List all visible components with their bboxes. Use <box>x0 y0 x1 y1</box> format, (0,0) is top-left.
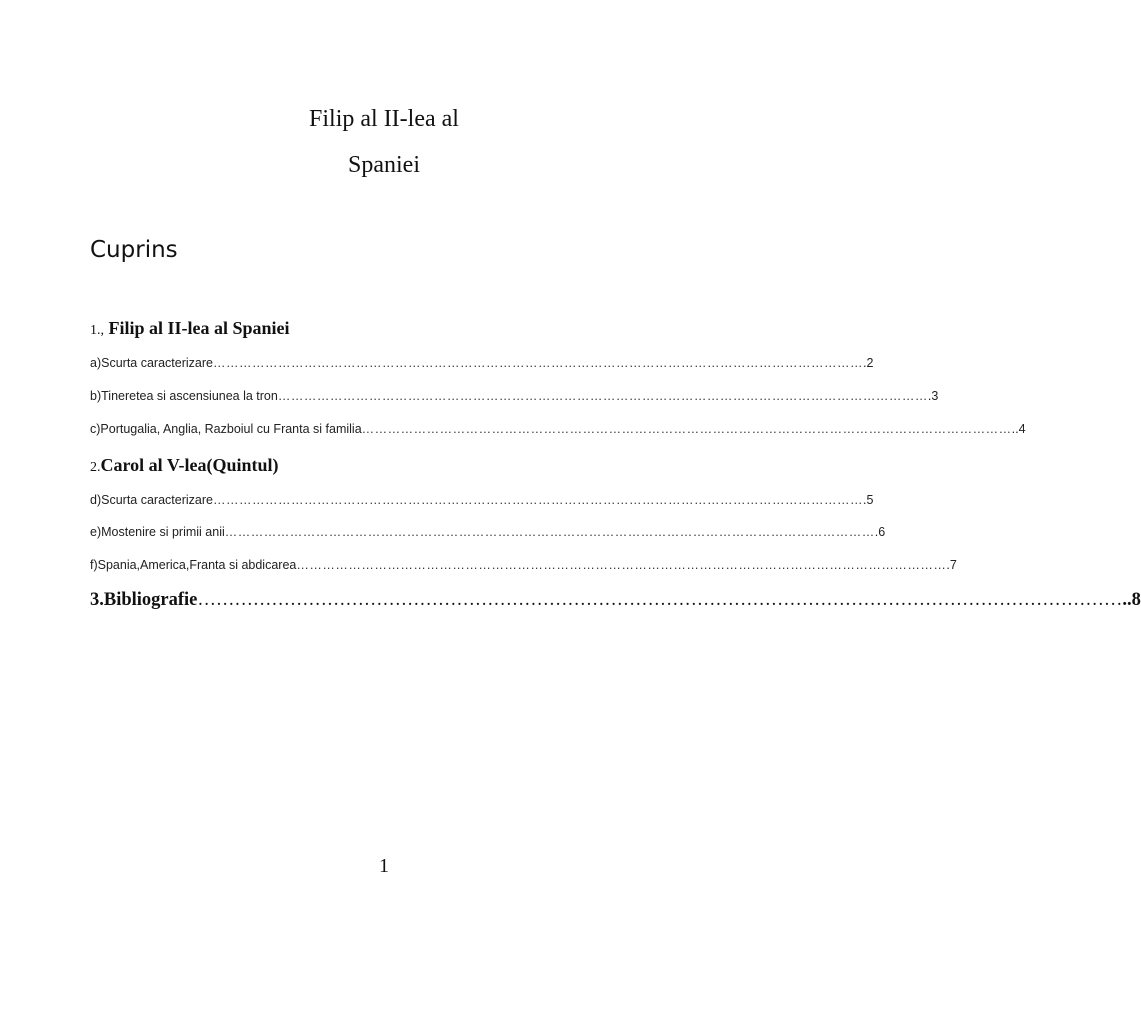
page-number: 1 <box>379 855 389 877</box>
toc-bibliography-label: 3.Bibliografie <box>90 590 198 610</box>
toc-bibliography-entry <box>90 590 1141 611</box>
toc-section-1-title: Filip al II-lea al Spaniei <box>108 318 290 338</box>
toc-entry-label: e)Mostenire si primii anii <box>90 525 225 539</box>
toc-entry-f <box>90 558 957 572</box>
toc-entry-page: .5 <box>862 493 874 507</box>
toc-entry-label: a)Scurta caracterizare <box>90 356 213 370</box>
toc-entry-page: .3 <box>927 389 939 403</box>
toc-section-2-heading <box>90 455 279 476</box>
toc-section-1-heading <box>90 318 290 339</box>
toc-entry-label: d)Scurta caracterizare <box>90 493 213 507</box>
toc-section-2-title: Carol al V-lea(Quintul) <box>100 455 279 475</box>
toc-leader-dots: …………………………………………………………………………………………………………………………………… <box>212 356 863 370</box>
toc-section-2-number: 2. <box>90 460 101 475</box>
toc-entry-page: ..4 <box>1011 422 1026 436</box>
toc-bibliography-page: ..8 <box>1122 590 1141 610</box>
toc-entry-c <box>90 422 1026 436</box>
toc-leader-dots: …………………………………………………………………………………………………………………………………… <box>277 389 928 403</box>
toc-leader-dots: …………………………………………………………………………………………………………………………………… <box>296 558 947 572</box>
document-title-line-1: Filip al II-lea al <box>309 106 459 132</box>
toc-section-1-number: 1., <box>90 323 104 338</box>
toc-entry-d <box>90 493 874 507</box>
toc-entry-label: f)Spania,America,Franta si abdicarea <box>90 558 297 572</box>
toc-entry-page: .2 <box>862 356 874 370</box>
toc-entry-a <box>90 356 874 370</box>
toc-leader-dots: …………………………………………………………………………………………………………………………………… <box>197 590 1123 610</box>
toc-leader-dots: …………………………………………………………………………………………………………………………………… <box>361 422 1012 436</box>
toc-entry-label: c)Portugalia, Anglia, Razboiul cu Franta si familia <box>90 422 362 436</box>
toc-entry-page: .7 <box>946 558 957 572</box>
toc-entry-page: .6 <box>874 525 886 539</box>
toc-leader-dots: …………………………………………………………………………………………………………………………………… <box>212 493 863 507</box>
toc-heading: Cuprins <box>90 237 178 263</box>
toc-leader-dots: …………………………………………………………………………………………………………………………………… <box>224 525 875 539</box>
toc-entry-e <box>90 525 886 539</box>
document-title-line-2: Spaniei <box>348 152 420 178</box>
toc-entry-label: b)Tineretea si ascensiunea la tron <box>90 389 278 403</box>
toc-entry-b <box>90 389 939 403</box>
